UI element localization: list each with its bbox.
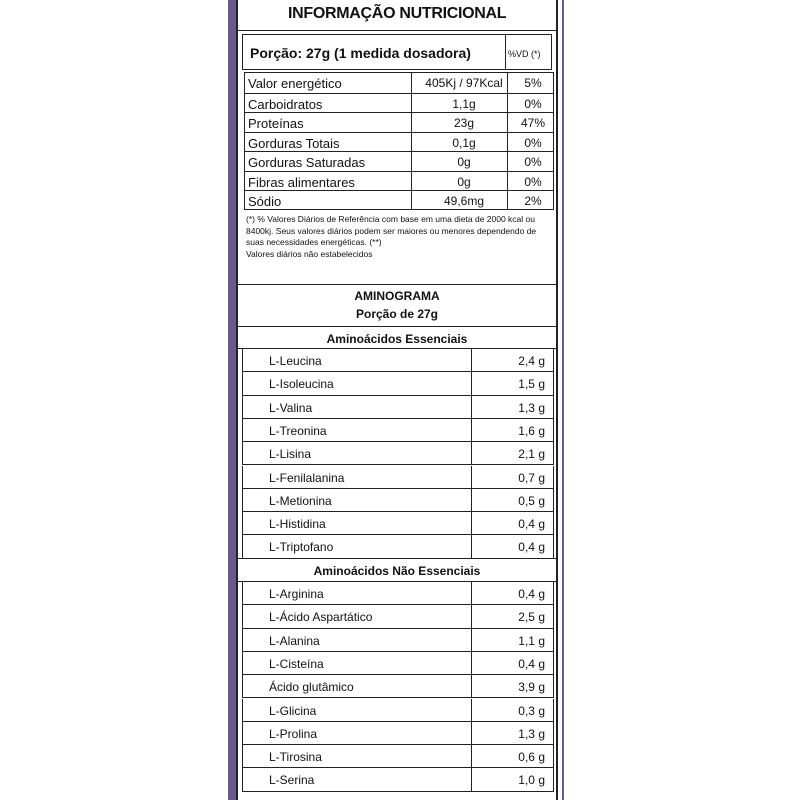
nutrition-row: [244, 93, 554, 114]
nutrition-row: [244, 171, 554, 192]
divider: [238, 30, 556, 31]
nutrient-amount: 1,1g: [452, 96, 476, 111]
divider: [238, 558, 556, 559]
amino-row: [242, 768, 554, 791]
amino-value: 3,9 g: [471, 675, 555, 697]
amino-name: L-Treonina: [269, 423, 327, 438]
nutrition-row: [244, 73, 554, 93]
nutrient-name: Gorduras Saturadas: [248, 155, 366, 170]
amino-row: [242, 442, 554, 465]
amino-name: L-Arginina: [269, 587, 324, 601]
amino-row: [242, 675, 554, 698]
amino-name: L-Alanina: [269, 633, 320, 648]
amino-row: [242, 699, 554, 722]
nutrient-name: Sódio: [248, 194, 282, 209]
amino-value: 1,0 g: [471, 768, 555, 790]
amino-row: [242, 722, 554, 745]
amino-name: L-Cisteína: [269, 656, 324, 671]
amino-row: [242, 349, 554, 372]
nutrient-amount: 23g: [453, 116, 475, 130]
nutrient-dv: 5%: [524, 76, 542, 90]
footnote-text: (*) % Valores Diários de Referência com base em uma dieta de 2000 kcal ou 8400kj. Seus valores diários podem ser maiores ou menores dependendo de suas necessidades energéticas. (**): [246, 214, 537, 247]
portion-text: Porção: 27g (1 medida dosadora): [250, 45, 471, 61]
amino-row: [242, 745, 554, 768]
amino-name: L-Valina: [269, 400, 313, 415]
amino-row: [242, 605, 554, 628]
amino-value: 1,1 g: [471, 629, 555, 651]
amino-value: 1,3 g: [471, 722, 555, 744]
divider: [238, 284, 556, 285]
nonessential-title: Aminoácidos Não Essenciais: [313, 564, 481, 578]
amino-row: [242, 652, 554, 675]
amino-value: 0,7 g: [471, 466, 555, 488]
amino-value: 1,5 g: [471, 372, 555, 394]
amino-value: 1,6 g: [471, 419, 555, 441]
essential-title: Aminoácidos Essenciais: [326, 332, 468, 346]
amino-name: L-Leucina: [269, 354, 322, 368]
amino-row: [242, 372, 554, 395]
aminogram-portion: Porção de 27g: [355, 307, 439, 321]
footnote-text-2: Valores diários não estabelecidos: [246, 248, 373, 259]
nutrition-row: [244, 112, 554, 133]
nutrient-dv: 0%: [524, 174, 542, 189]
amino-name: L-Ácido Aspartático: [269, 610, 373, 625]
amino-value: 1,3 g: [471, 396, 555, 418]
amino-value: 0,4 g: [471, 582, 555, 604]
nutrition-row: [244, 132, 554, 153]
nutrient-dv: 0%: [524, 96, 542, 111]
nutrient-name: Carboidratos: [248, 96, 323, 112]
amino-row: [242, 489, 554, 512]
amino-name: L-Prolina: [269, 726, 318, 741]
amino-value: 2,1 g: [471, 442, 555, 464]
nutrient-amount: 0g: [457, 155, 471, 169]
amino-value: 0,4 g: [471, 535, 555, 557]
amino-name: L-Lisina: [269, 447, 312, 462]
nutrient-amount: 0,1g: [452, 135, 476, 150]
amino-value: 0,3 g: [471, 699, 555, 721]
amino-row: [242, 582, 554, 605]
amino-name: L-Fenilalanina: [269, 470, 345, 485]
amino-value: 0,6 g: [471, 745, 555, 767]
nutrient-dv: 0%: [524, 155, 542, 169]
amino-name: L-Tirosina: [269, 750, 322, 765]
amino-row: [242, 535, 554, 558]
amino-value: 2,4 g: [471, 349, 555, 371]
nutrient-amount: 0g: [457, 174, 471, 189]
amino-name: L-Glicina: [269, 703, 317, 718]
nutrient-amount: 49,6mg: [443, 194, 485, 208]
aminogram-title: AMINOGRAMA: [354, 289, 440, 303]
amino-row: [242, 396, 554, 419]
footnote: [246, 214, 546, 260]
amino-name: L-Serina: [269, 773, 315, 788]
nutrient-name: Gorduras Totais: [248, 135, 340, 151]
amino-name: L-Triptofano: [269, 540, 334, 555]
nutrient-dv: 0%: [524, 135, 542, 150]
amino-value: 0,4 g: [471, 652, 555, 674]
amino-value: 0,5 g: [471, 489, 555, 511]
portion-divider: [505, 35, 506, 69]
nutrition-row: [244, 151, 554, 172]
nutrition-title: INFORMAÇÃO NUTRICIONAL: [288, 5, 507, 22]
nutrient-name: Fibras alimentares: [248, 174, 355, 190]
amino-name: L-Isoleucina: [269, 377, 334, 392]
nutrient-amount: 405Kj / 97Kcal: [425, 76, 503, 90]
amino-row: [242, 512, 554, 535]
nutrient-name: Valor energético: [248, 76, 342, 91]
amino-name: L-Metionina: [269, 493, 332, 508]
amino-value: 2,5 g: [471, 605, 555, 627]
nutrient-dv: 2%: [524, 194, 542, 208]
nutrition-row: [244, 190, 554, 211]
dv-header: %VD (*): [508, 49, 541, 59]
amino-row: [242, 466, 554, 489]
amino-row: [242, 629, 554, 652]
nutrition-panel: [236, 0, 558, 800]
amino-value: 0,4 g: [471, 512, 555, 534]
amino-name: L-Histidina: [269, 517, 326, 532]
nutrient-name: Proteínas: [248, 116, 304, 131]
divider: [238, 326, 556, 327]
nutrient-dv: 47%: [520, 116, 546, 130]
amino-row: [242, 419, 554, 442]
amino-name: Ácido glutâmico: [269, 680, 354, 695]
